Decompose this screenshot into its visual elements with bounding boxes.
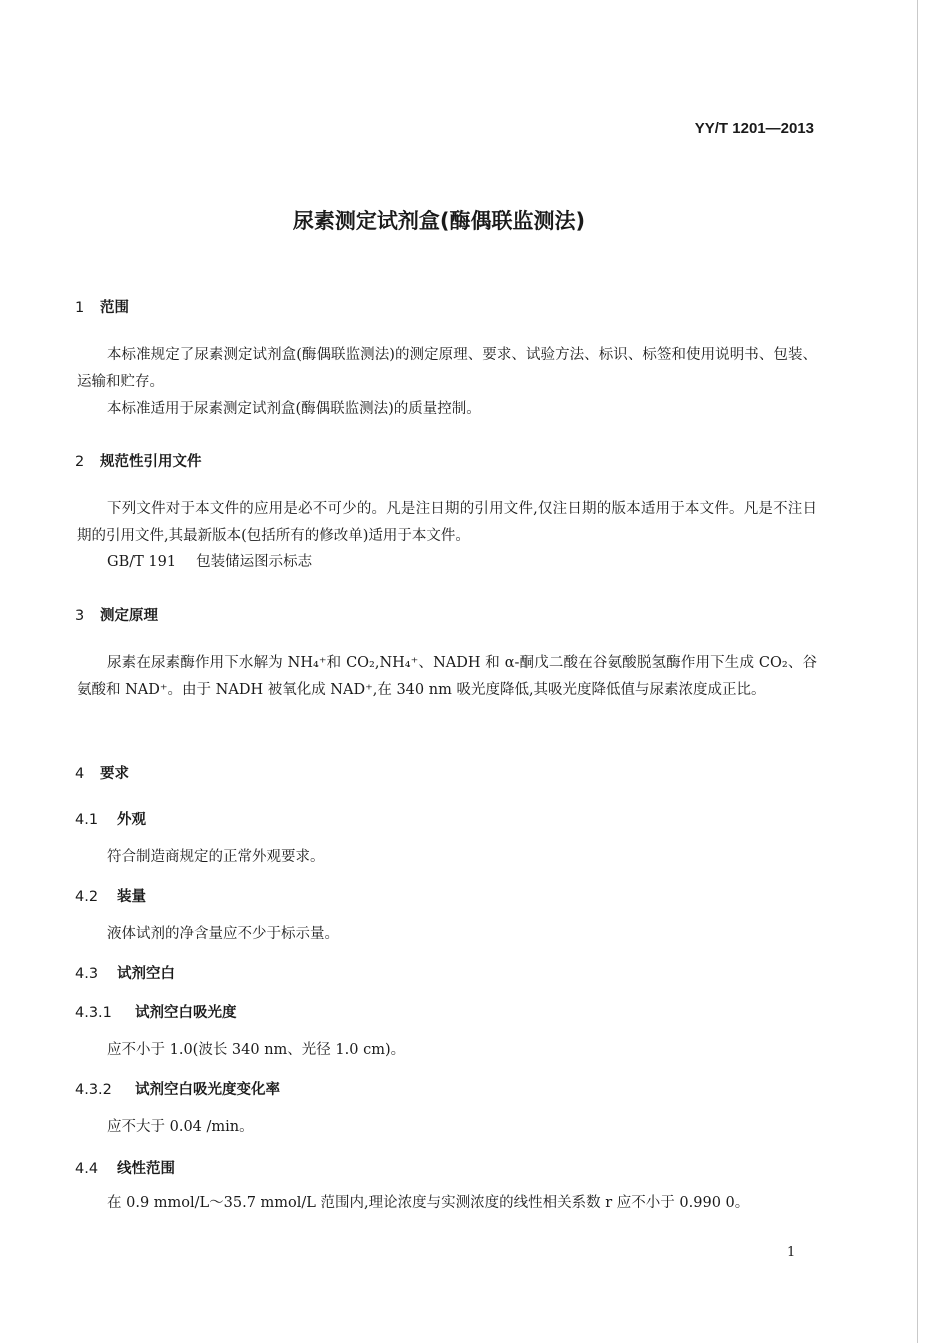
section-heading-4-2 <box>75 885 146 906</box>
section-title: 试剂空白吸光度 <box>135 1005 237 1021</box>
section-title: 试剂空白 <box>117 966 175 982</box>
document-title: 尿素测定试剂盒(酶偶联监测法) <box>292 209 586 233</box>
section-heading-1 <box>75 296 129 317</box>
section-number: 1 <box>75 300 85 316</box>
section-title: 要求 <box>100 766 129 782</box>
section-number: 4 <box>75 766 85 782</box>
section-heading-3 <box>75 604 158 625</box>
section-number: 4.3 <box>75 966 99 982</box>
section-title: 外观 <box>117 812 146 828</box>
section-title: 测定原理 <box>100 608 158 624</box>
requirement-text: 液体试剂的净含量应不少于标示量。 <box>107 926 339 942</box>
requirement-text: 应不大于 0.04 /min。 <box>107 1119 254 1135</box>
section-heading-4 <box>75 762 129 783</box>
section-title: 试剂空白吸光度变化率 <box>135 1082 280 1098</box>
section-number: 4.4 <box>75 1161 99 1177</box>
paragraph: 下列文件对于本文件的应用是必不可少的。凡是注日期的引用文件,仅注日期的版本适用于本文件。凡是不注日期的引用文件,其最新版本(包括所有的修改单)适用于本文件。 <box>77 501 817 544</box>
paragraph: 尿素在尿素酶作用下水解为 NH₄⁺和 CO₂,NH₄⁺、NADH 和 α-酮戊二酸在谷氨酸脱氢酶作用下生成 CO₂、谷氨酸和 NAD⁺。由于 NADH 被氧化成 NAD⁺,在 340 nm 吸光度降低,其吸光度降低值与尿素浓度成正比。 <box>77 655 817 698</box>
section-title: 线性范围 <box>117 1161 175 1177</box>
document-code: YY/T 1201—2013 <box>694 120 814 137</box>
paragraph: 本标准适用于尿素测定试剂盒(酶偶联监测法)的质量控制。 <box>107 401 481 417</box>
requirement-text: 应不小于 1.0(波长 340 nm、光径 1.0 cm)。 <box>107 1042 406 1058</box>
section-heading-4-3 <box>75 962 175 983</box>
section-1-body <box>77 342 817 423</box>
page-number: 1 <box>787 1245 796 1260</box>
section-number: 3 <box>75 608 85 624</box>
section-heading-4-3-1 <box>75 1001 237 1022</box>
page-edge-line <box>917 0 918 1343</box>
section-title: 装量 <box>117 889 146 905</box>
reference-title: 包装储运图示标志 <box>196 554 313 570</box>
section-number: 2 <box>75 454 85 470</box>
section-number: 4.3.2 <box>75 1082 112 1098</box>
section-4-4-body <box>77 1190 817 1217</box>
section-heading-4-4 <box>75 1157 175 1178</box>
section-heading-4-3-2 <box>75 1078 280 1099</box>
section-title: 范围 <box>100 300 129 316</box>
reference-code: GB/T 191 <box>107 554 177 570</box>
paragraph: 本标准规定了尿素测定试剂盒(酶偶联监测法)的测定原理、要求、试验方法、标识、标签和使用说明书、包装、运输和贮存。 <box>77 347 817 390</box>
section-2-body <box>77 496 817 550</box>
normative-reference <box>107 550 312 571</box>
section-title: 规范性引用文件 <box>100 454 202 470</box>
section-number: 4.1 <box>75 812 99 828</box>
section-number: 4.2 <box>75 889 99 905</box>
paragraph: 在 0.9 mmol/L～35.7 mmol/L 范围内,理论浓度与实测浓度的线性相关系数 r 应不小于 0.990 0。 <box>107 1195 750 1211</box>
section-number: 4.3.1 <box>75 1005 112 1021</box>
section-heading-4-1 <box>75 808 146 829</box>
section-heading-2 <box>75 450 202 471</box>
requirement-text: 符合制造商规定的正常外观要求。 <box>107 849 325 865</box>
section-3-body <box>77 650 817 704</box>
